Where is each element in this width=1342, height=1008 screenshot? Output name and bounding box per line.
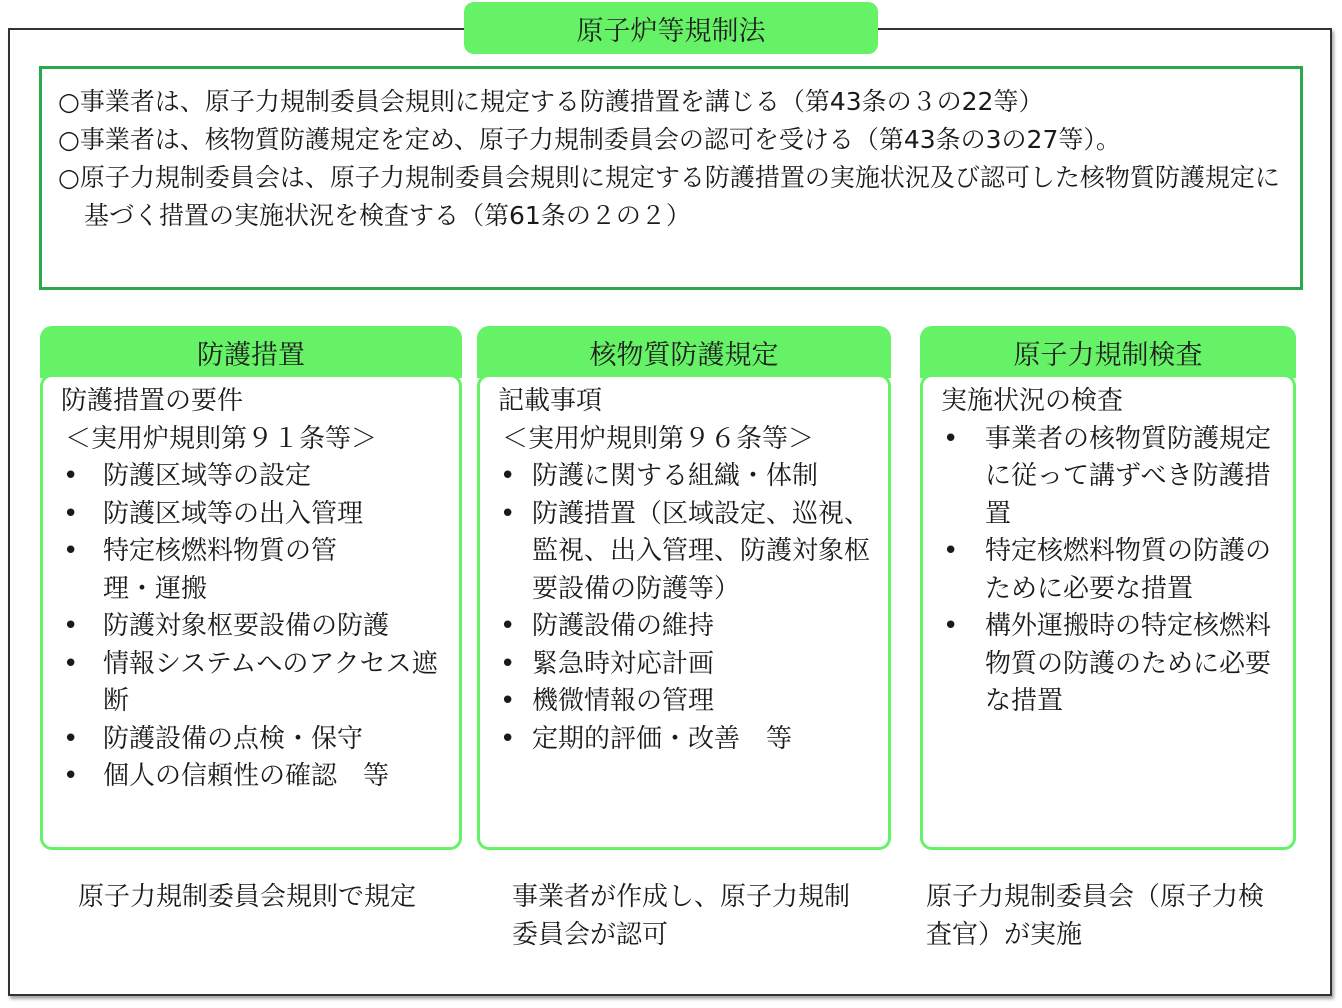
column-header-text: 原子力規制検査 bbox=[1013, 339, 1203, 371]
bullet-icon: • bbox=[63, 761, 79, 791]
list-item: • 防護設備の点検・保守 bbox=[61, 721, 449, 759]
bullet-icon: • bbox=[500, 686, 516, 716]
list-item: • 定期的評価・改善 等 bbox=[498, 721, 878, 759]
law-title bbox=[464, 2, 878, 54]
column-body bbox=[920, 374, 1296, 850]
list-item: • 特定核燃料物質の管理・運搬 bbox=[61, 533, 353, 608]
column-footer: 原子力規制委員会（原子力検査官）が実施 bbox=[926, 882, 1265, 950]
column-regulatory-inspection bbox=[920, 326, 1296, 850]
item-list bbox=[498, 458, 878, 758]
bullet-icon: • bbox=[63, 648, 79, 679]
list-item: • 個人の信頼性の確認 等 bbox=[61, 758, 449, 796]
column-subtitle: 防護措置の要件 bbox=[61, 386, 244, 416]
law-title-text: 原子炉等規制法 bbox=[576, 15, 766, 47]
summary-line: ○事業者は、核物質防護規定を定め、原子力規制委員会の認可を受ける（第43条の3の27等）。 bbox=[58, 125, 1121, 154]
bullet-icon: • bbox=[63, 536, 79, 566]
column-footer: 原子力規制委員会規則で規定 bbox=[78, 882, 417, 912]
bullet-icon: • bbox=[500, 498, 516, 529]
bullet-icon: • bbox=[500, 648, 516, 679]
column-header bbox=[920, 326, 1296, 378]
column-header-text: 核物質防護規定 bbox=[589, 339, 779, 371]
bullet-icon: • bbox=[63, 461, 79, 491]
column-protective-measures bbox=[40, 326, 462, 850]
column-header bbox=[477, 326, 891, 378]
summary-line: ○原子力規制委員会は、原子力規制委員会規則に規定する防護措置の実施状況及び認可した核物質防護規定に基づく措置の実施状況を検査する（第61条の２の２） bbox=[58, 163, 1280, 230]
summary-box bbox=[39, 66, 1303, 290]
bullet-icon: • bbox=[63, 723, 79, 754]
bullet-icon: • bbox=[943, 536, 959, 566]
item-list bbox=[941, 421, 1283, 721]
column-body bbox=[477, 374, 891, 850]
list-item: • 情報システムへのアクセス遮断 bbox=[61, 646, 443, 721]
column-body bbox=[40, 374, 462, 850]
bullet-icon: • bbox=[63, 498, 79, 529]
item-list bbox=[61, 458, 449, 796]
list-item: • 防護に関する組織・体制 bbox=[498, 458, 878, 496]
column-protection-regulations bbox=[477, 326, 891, 850]
bullet-icon: • bbox=[500, 723, 516, 754]
column-reference: ＜実用炉規則第９１条等＞ bbox=[65, 423, 378, 454]
column-footer: 事業者が作成し、原子力規制委員会が認可 bbox=[512, 882, 851, 950]
list-item: • 防護対象枢要設備の防護 bbox=[61, 608, 423, 646]
column-header-text: 防護措置 bbox=[197, 339, 305, 371]
list-item: • 防護区域等の出入管理 bbox=[61, 496, 449, 534]
column-subtitle: 記載事項 bbox=[498, 386, 603, 416]
column-subtitle: 実施状況の検査 bbox=[941, 386, 1124, 416]
column-header bbox=[40, 326, 462, 378]
list-item: • 構外運搬時の特定核燃料物質の防護のために必要な措置 bbox=[941, 608, 1283, 721]
bullet-icon: • bbox=[500, 611, 516, 641]
bullet-icon: • bbox=[500, 461, 516, 491]
list-item: • 特定核燃料物質の防護のために必要な措置 bbox=[941, 533, 1283, 608]
column-reference: ＜実用炉規則第９６条等＞ bbox=[502, 423, 815, 454]
list-item: • 緊急時対応計画 bbox=[498, 646, 878, 684]
list-item: • 機微情報の管理 bbox=[498, 683, 878, 721]
bullet-icon: • bbox=[943, 611, 959, 641]
bullet-icon: • bbox=[943, 423, 959, 454]
bullet-icon: • bbox=[63, 611, 79, 641]
list-item: • 防護措置（区域設定、巡視、監視、出入管理、防護対象枢要設備の防護等） bbox=[498, 496, 878, 609]
summary-line: ○事業者は、原子力規制委員会規則に規定する防護措置を講じる（第43条の３の22等） bbox=[58, 87, 1044, 116]
list-item: • 防護設備の維持 bbox=[498, 608, 878, 646]
list-item: • 防護区域等の設定 bbox=[61, 458, 449, 496]
list-item: • 事業者の核物質防護規定に従って講ずべき防護措置 bbox=[941, 421, 1283, 534]
